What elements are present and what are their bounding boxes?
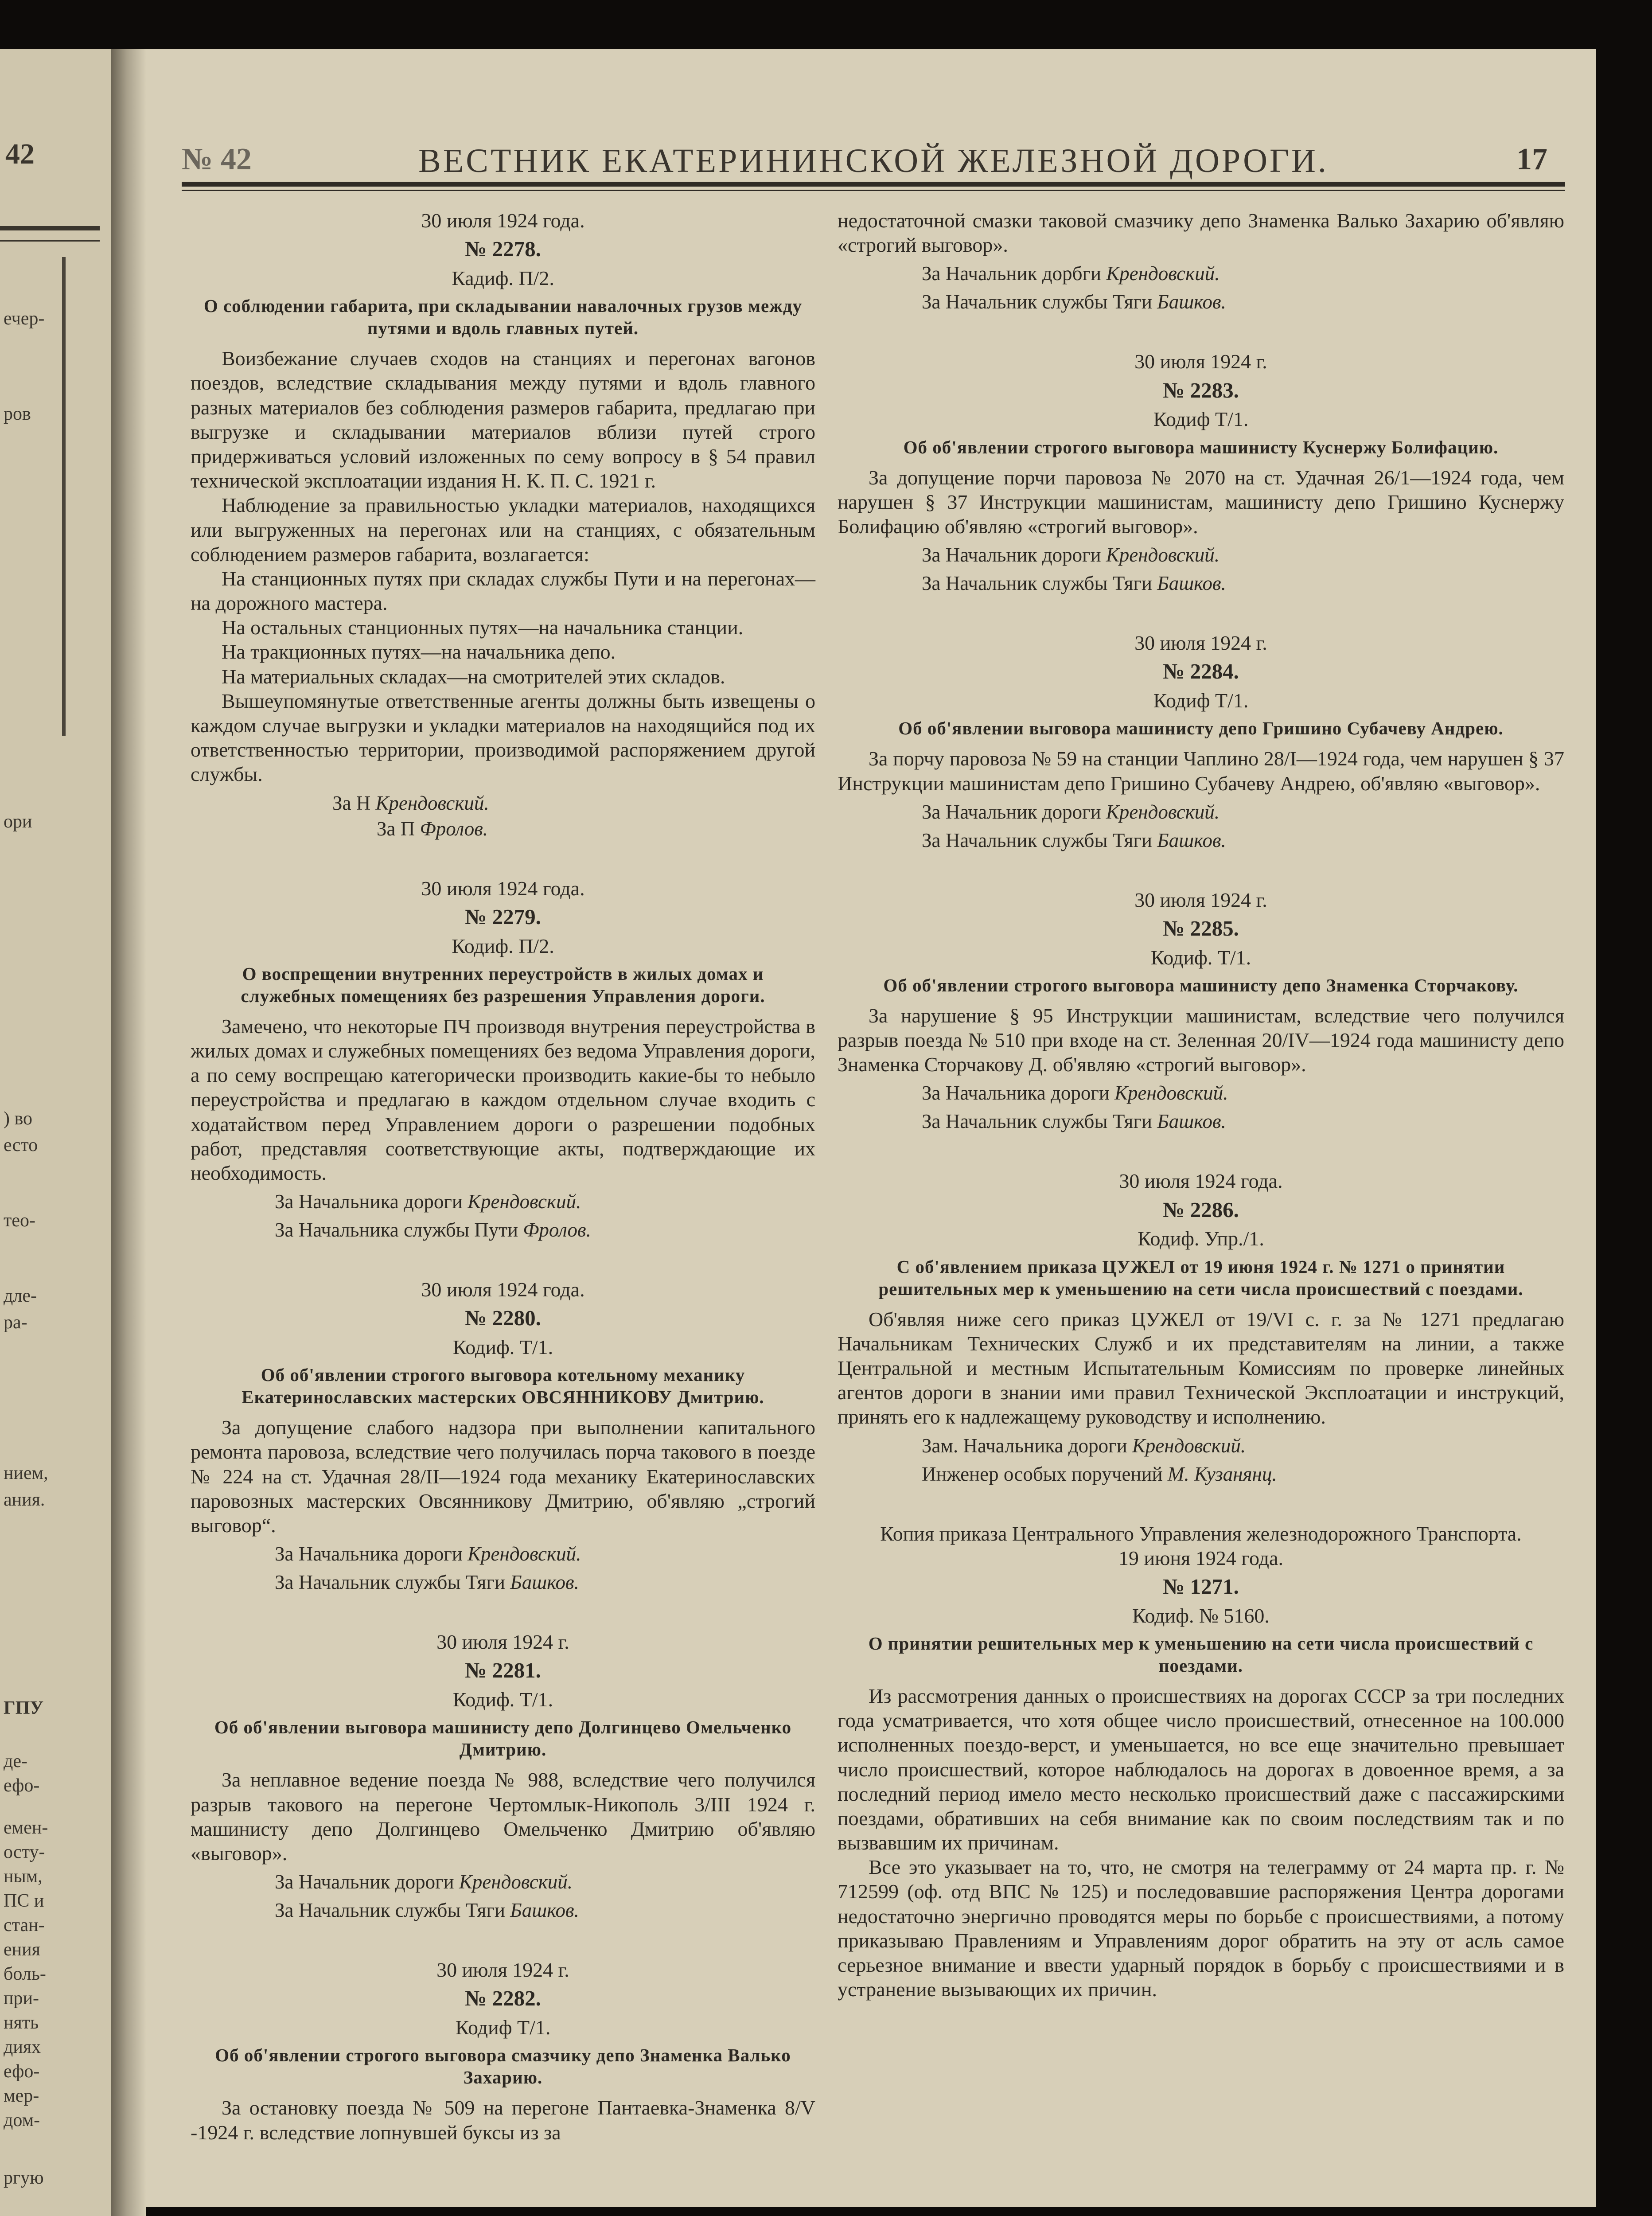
order-number: № 2283. bbox=[1163, 378, 1239, 402]
order-date: 30 июля 1924 г. bbox=[436, 1959, 569, 1982]
issue-number: № 42 bbox=[182, 142, 252, 176]
order-text: Все это указывает на то, что, не смотря на телеграмму от 24 марта пр. г. № 712599 (оф. отд ВПС № 125) и последовавшие распоряжения Центра дорогами недостаточно энергично проводятся меры по борьбе с происшествиями, а потому приказываю Правлениям и Управлениям дорог обратить на эту от асль самое серьезное внимание и ввести ударный порядок в борьбу с происшествиями и в устранение вызывающих их причин. bbox=[838, 1856, 1564, 2001]
page-number: 17 bbox=[1516, 142, 1547, 176]
order-text: Из рассмотрения данных о происшествиях на дорогах СССР за три последних года усматривается, что хотя общее число происшествий, отнесенное на 100.000 исполненных поездо-верст, и уменьшается, но все еще значительно превышает число происшествий, которое наблюдалось на дорогах в довоенное время, а за последний период имело место несколько происшествий даже с пассажирскими поездами, обративших на себя внимание как по своим последствиям так и по вызвавшим их причинам. bbox=[838, 1684, 1564, 1854]
signature: За П Фролов. bbox=[377, 817, 488, 840]
publication-title: ВЕСТНИК ЕКАТЕРИНИНСКОЙ ЖЕЛЕЗНОЙ ДОРОГИ. bbox=[418, 142, 1329, 179]
text-fragment: нять bbox=[4, 2013, 39, 2033]
order-text: На материальных складах—на смотрителей этих складов. bbox=[222, 665, 725, 688]
signature: За Начальник службы Тяги Башков. bbox=[922, 1110, 1226, 1133]
signature: За Н Крендовский. bbox=[332, 792, 489, 814]
order-text: За нарушение § 95 Инструкции машинистам, вследствие чего получился разрыв поезда № 510 при входе на ст. Зеленная 20/IV—1924 года машинисту депо Знаменка Сторчакову Д. об'являю «строгий выговор». bbox=[838, 1004, 1564, 1076]
previous-page-rule bbox=[0, 226, 100, 230]
order-2283 bbox=[838, 349, 1564, 595]
signature: За Начальник службы Тяги Башков. bbox=[922, 572, 1226, 595]
order-number: № 1271. bbox=[1163, 1574, 1239, 1599]
order-title: С об'явлением приказа ЦУЖЕЛ от 19 июня 1924 г. № 1271 о принятии решительных мер к уменьшению на сети числа происшествий с поездами. bbox=[878, 1256, 1523, 1299]
previous-page-rule-thin bbox=[0, 240, 100, 242]
order-date: 30 июля 1924 г. bbox=[436, 1631, 569, 1654]
order-2278 bbox=[191, 208, 815, 841]
text-fragment: ) во bbox=[4, 1108, 33, 1129]
signature: Инженер особых поручений М. Кузанянц. bbox=[922, 1463, 1277, 1485]
order-title: Об об'явлении строгого выговора котельному механику Екатеринославских мастерских ОВСЯННИКОВУ Дмитрию. bbox=[242, 1365, 764, 1408]
order-title: О принятии решительных мер к уменьшению на сети числа происшествий с поездами. bbox=[868, 1633, 1534, 1676]
order-codif: Кодиф Т/1. bbox=[455, 2016, 551, 2039]
order-number: № 2284. bbox=[1163, 659, 1239, 684]
header-rule-thin bbox=[182, 190, 1565, 191]
order-number: № 2281. bbox=[465, 1658, 541, 1683]
text-fragment: дле- bbox=[4, 1286, 37, 1306]
text-fragment: ным, bbox=[4, 1866, 43, 1887]
text-fragment: ори bbox=[4, 811, 32, 832]
signature: За Начальника дороги Крендовский. bbox=[275, 1190, 581, 1213]
signature: За Начальник службы Тяги Башков. bbox=[275, 1571, 579, 1594]
order-title: О соблюдении габарита, при складывании навалочных грузов между путями и вдоль главных путей. bbox=[203, 296, 803, 339]
previous-page-number: 42 bbox=[5, 138, 35, 170]
order-2285 bbox=[838, 888, 1564, 1134]
signature: За Начальник службы Тяги Башков. bbox=[275, 1899, 579, 1922]
text-fragment: ания. bbox=[4, 1490, 45, 1510]
order-1271-copy bbox=[838, 1522, 1564, 2002]
order-date: 30 июля 1924 года. bbox=[1119, 1170, 1283, 1193]
order-text: Наблюдение за правильностью укладки материалов, находящихся или выгруженных на перегонах или на станциях, с обязательным соблюдением размеров габарита, возлагается: bbox=[191, 494, 815, 566]
text-fragment: ефо- bbox=[4, 1775, 40, 1796]
newspaper-page bbox=[146, 49, 1596, 2207]
order-date: 30 июля 1924 г. bbox=[1134, 888, 1267, 911]
order-date: 19 июня 1924 года. bbox=[1118, 1546, 1283, 1569]
signature: За Начальник службы Тяги Башков. bbox=[922, 829, 1226, 851]
order-text: Замечено, что некоторые ПЧ производя внутрения переустройства в жилых домах и служебных помещениях без ведома Управления дороги, а по сему воспрещаю категорически производить какие-бы то небыло переустройства и предлагаю в каждом отдельном случае входить с ходатайством перед Управлением дороги о разрешении подобных работ, представляя соответствующие акты, подтверждающие их необходимость. bbox=[191, 1014, 815, 1184]
order-title: О воспрещении внутренних переустройств в жилых домах и служебных помещениях без разрешения Управления дороги. bbox=[241, 963, 765, 1006]
order-2279 bbox=[191, 876, 815, 1242]
order-text: За остановку поезда № 509 на перегоне Пантаевка-Знаменка 8/V -1924 г. вследствие лопнувшей буксы из за bbox=[191, 2096, 815, 2144]
copy-intro: Копия приказа Центрального Управления железнодорожного Транспорта. bbox=[880, 1522, 1522, 1545]
signature: За Начальник дорбги Крендовский. bbox=[922, 262, 1220, 285]
order-text: За неплавное ведение поезда № 988, вследствие чего получился разрыв такового на перегоне Чертомлык-Никополь 3/III 1924 г. машинисту депо Долгинцево Омельченко Дмитрию об'являю «выговор». bbox=[191, 1768, 815, 1865]
order-text: Воизбежание случаев сходов на станциях и перегонах вагонов поездов, вследствие складывания между путями и вдоль главного разных материалов без соблюдения размеров габарита, предлагаю при выгрузке и складывании материалов вблизи путей строго придерживаться условий изложенных по сему вопросу в § 54 правил технической эксплоатации издания Н. К. П. С. 1921 г. bbox=[191, 347, 815, 492]
order-title: Об об'явлении строгого выговора машинисту депо Знаменка Сторчакову. bbox=[883, 975, 1519, 995]
order-text: Вышеупомянутые ответственные агенты должны быть извещены о каждом случае выгрузки и укладки материалов на находящийся под их ответственностью территории, производимой распоряжением другой службы. bbox=[191, 689, 815, 786]
text-fragment: диях bbox=[4, 2037, 41, 2057]
text-fragment: стан- bbox=[4, 1915, 45, 1935]
order-text: На тракционных путях—на начальника депо. bbox=[222, 640, 616, 663]
page-header bbox=[182, 142, 1565, 195]
signature: За Начальник дороги Крендовский. bbox=[922, 800, 1220, 823]
order-date: 30 июля 1924 года. bbox=[421, 209, 585, 232]
text-fragment: ения bbox=[4, 1939, 40, 1960]
text-fragment: ргую bbox=[4, 2168, 44, 2188]
order-number: № 2279. bbox=[465, 904, 541, 929]
order-codif: Кодиф. Т/1. bbox=[452, 1336, 553, 1359]
order-codif: Кодиф. П/2. bbox=[452, 934, 554, 957]
text-fragment: ров bbox=[4, 404, 31, 424]
text-fragment: мер- bbox=[4, 2086, 39, 2106]
order-text: На остальных станционных путях—на начальника станции. bbox=[222, 616, 744, 639]
left-column bbox=[191, 208, 815, 2145]
order-2284 bbox=[838, 631, 1564, 852]
signature: За Начальник дороги Крендовский. bbox=[275, 1871, 573, 1893]
order-date: 30 июля 1924 года. bbox=[421, 1278, 585, 1301]
signature: За Начальник дороги Крендовский. bbox=[922, 544, 1220, 566]
order-2282-continued bbox=[838, 208, 1564, 314]
order-codif: Кодиф. № 5160. bbox=[1132, 1604, 1270, 1627]
order-text: За порчу паровоза № 59 на станции Чаплино 28/I—1924 года, чем нарушен § 37 Инструкции машинистам депо Гришино Субачеву Андрею, об'являю «выговор». bbox=[838, 747, 1564, 795]
previous-page-edge bbox=[0, 49, 122, 2216]
order-codif: Кодиф. Т/1. bbox=[452, 1688, 553, 1711]
order-text: За допущение слабого надзора при выполнении капитального ремонта паровоза, вследствие чего получилась порча такового в поезде № 224 на ст. Удачная 28/II—1924 года механику Екатеринославских паровозных мастерских Овсянникову Дмитрию, об'являю „строгий выговор“. bbox=[191, 1416, 815, 1537]
order-date: 30 июля 1924 г. bbox=[1134, 350, 1267, 373]
text-fragment: ра- bbox=[4, 1312, 27, 1333]
text-fragment: дом- bbox=[4, 2110, 40, 2130]
signature: За Начальника дороги Крендовский. bbox=[922, 1082, 1228, 1104]
order-number: № 2285. bbox=[1163, 916, 1239, 940]
order-date: 30 июля 1924 г. bbox=[1134, 632, 1267, 655]
order-text: За допущение порчи паровоза № 2070 на ст. Удачная 26/1—1924 года, чем нарушен § 37 Инструкции машинистам, машинисту депо Гришино Куснержу Болифацию об'являю «строгий выговор». bbox=[838, 466, 1564, 538]
order-text: недостаточной смазки таковой смазчику депо Знаменка Валько Захарию об'являю «строгий выговор». bbox=[838, 209, 1564, 257]
text-fragment: нием, bbox=[4, 1463, 48, 1483]
signature: За Начальника службы Пути Фролов. bbox=[275, 1219, 591, 1241]
order-2282 bbox=[191, 1958, 815, 2145]
signature: За Начальника дороги Крендовский. bbox=[275, 1543, 581, 1565]
order-title: Об об'явлении строгого выговора машинисту Куснержу Болифацию. bbox=[903, 437, 1499, 457]
text-fragment: ГПУ bbox=[4, 1698, 44, 1718]
order-number: № 2286. bbox=[1163, 1197, 1239, 1222]
text-fragment: тео- bbox=[4, 1210, 35, 1231]
order-text: На станционных путях при складах службы Пути и на перегонах—на дорожного мастера. bbox=[191, 567, 815, 615]
signature: За Начальник службы Тяги Башков. bbox=[922, 291, 1226, 313]
order-number: № 2282. bbox=[465, 1986, 541, 2011]
order-number: № 2280. bbox=[465, 1306, 541, 1330]
text-fragment: при- bbox=[4, 1988, 39, 2009]
text-fragment: есто bbox=[4, 1135, 38, 1155]
text-fragment: ефо- bbox=[4, 2061, 40, 2082]
order-title: Об об'явлении выговора машинисту депо Долгинцево Омельченко Дмитрию. bbox=[214, 1717, 792, 1760]
right-column bbox=[838, 208, 1564, 2001]
order-codif: Кодиф. Упр./1. bbox=[1138, 1227, 1264, 1250]
text-fragment: ечер- bbox=[4, 308, 45, 329]
text-fragment: емен- bbox=[4, 1818, 48, 1838]
header-rule bbox=[182, 182, 1565, 187]
text-fragment: де- bbox=[4, 1751, 27, 1771]
text-fragment: ПС и bbox=[4, 1891, 44, 1911]
order-title: Об об'явлении выговора машинисту депо Гришино Субачеву Андрею. bbox=[898, 718, 1504, 739]
order-codif: Кодиф. Т/1. bbox=[1150, 946, 1251, 969]
order-codif: Кодиф Т/1. bbox=[1153, 408, 1249, 431]
order-codif: Кодиф Т/1. bbox=[1153, 689, 1249, 712]
order-text: Об'являя ниже сего приказ ЦУЖЕЛ от 19/VI с. г. за № 1271 предлагаю Начальникам Технических Служб и их представителям на линии, а также Центральной и местным Испытательным Комиссиям по проверке линейных агентов дороги в знании ими правил Технической Эксплоатации и инструкций, принять его к надлежащему руководству и исполнению. bbox=[838, 1307, 1564, 1428]
order-2286 bbox=[838, 1169, 1564, 1486]
book-gutter bbox=[111, 49, 146, 2216]
order-codif: Кадиф. П/2. bbox=[452, 266, 554, 289]
text-fragment: боль- bbox=[4, 1964, 46, 1984]
order-2280 bbox=[191, 1277, 815, 1594]
order-title: Об об'явлении строгого выговора смазчику депо Знаменка Валько Захарию. bbox=[215, 2045, 791, 2088]
order-2281 bbox=[191, 1630, 815, 1922]
order-date: 30 июля 1924 года. bbox=[421, 877, 585, 900]
previous-page-column-bar bbox=[62, 257, 66, 736]
order-number: № 2278. bbox=[465, 237, 541, 261]
signature: Зам. Начальника дороги Крендовский. bbox=[922, 1434, 1246, 1457]
text-fragment: осту- bbox=[4, 1842, 45, 1862]
